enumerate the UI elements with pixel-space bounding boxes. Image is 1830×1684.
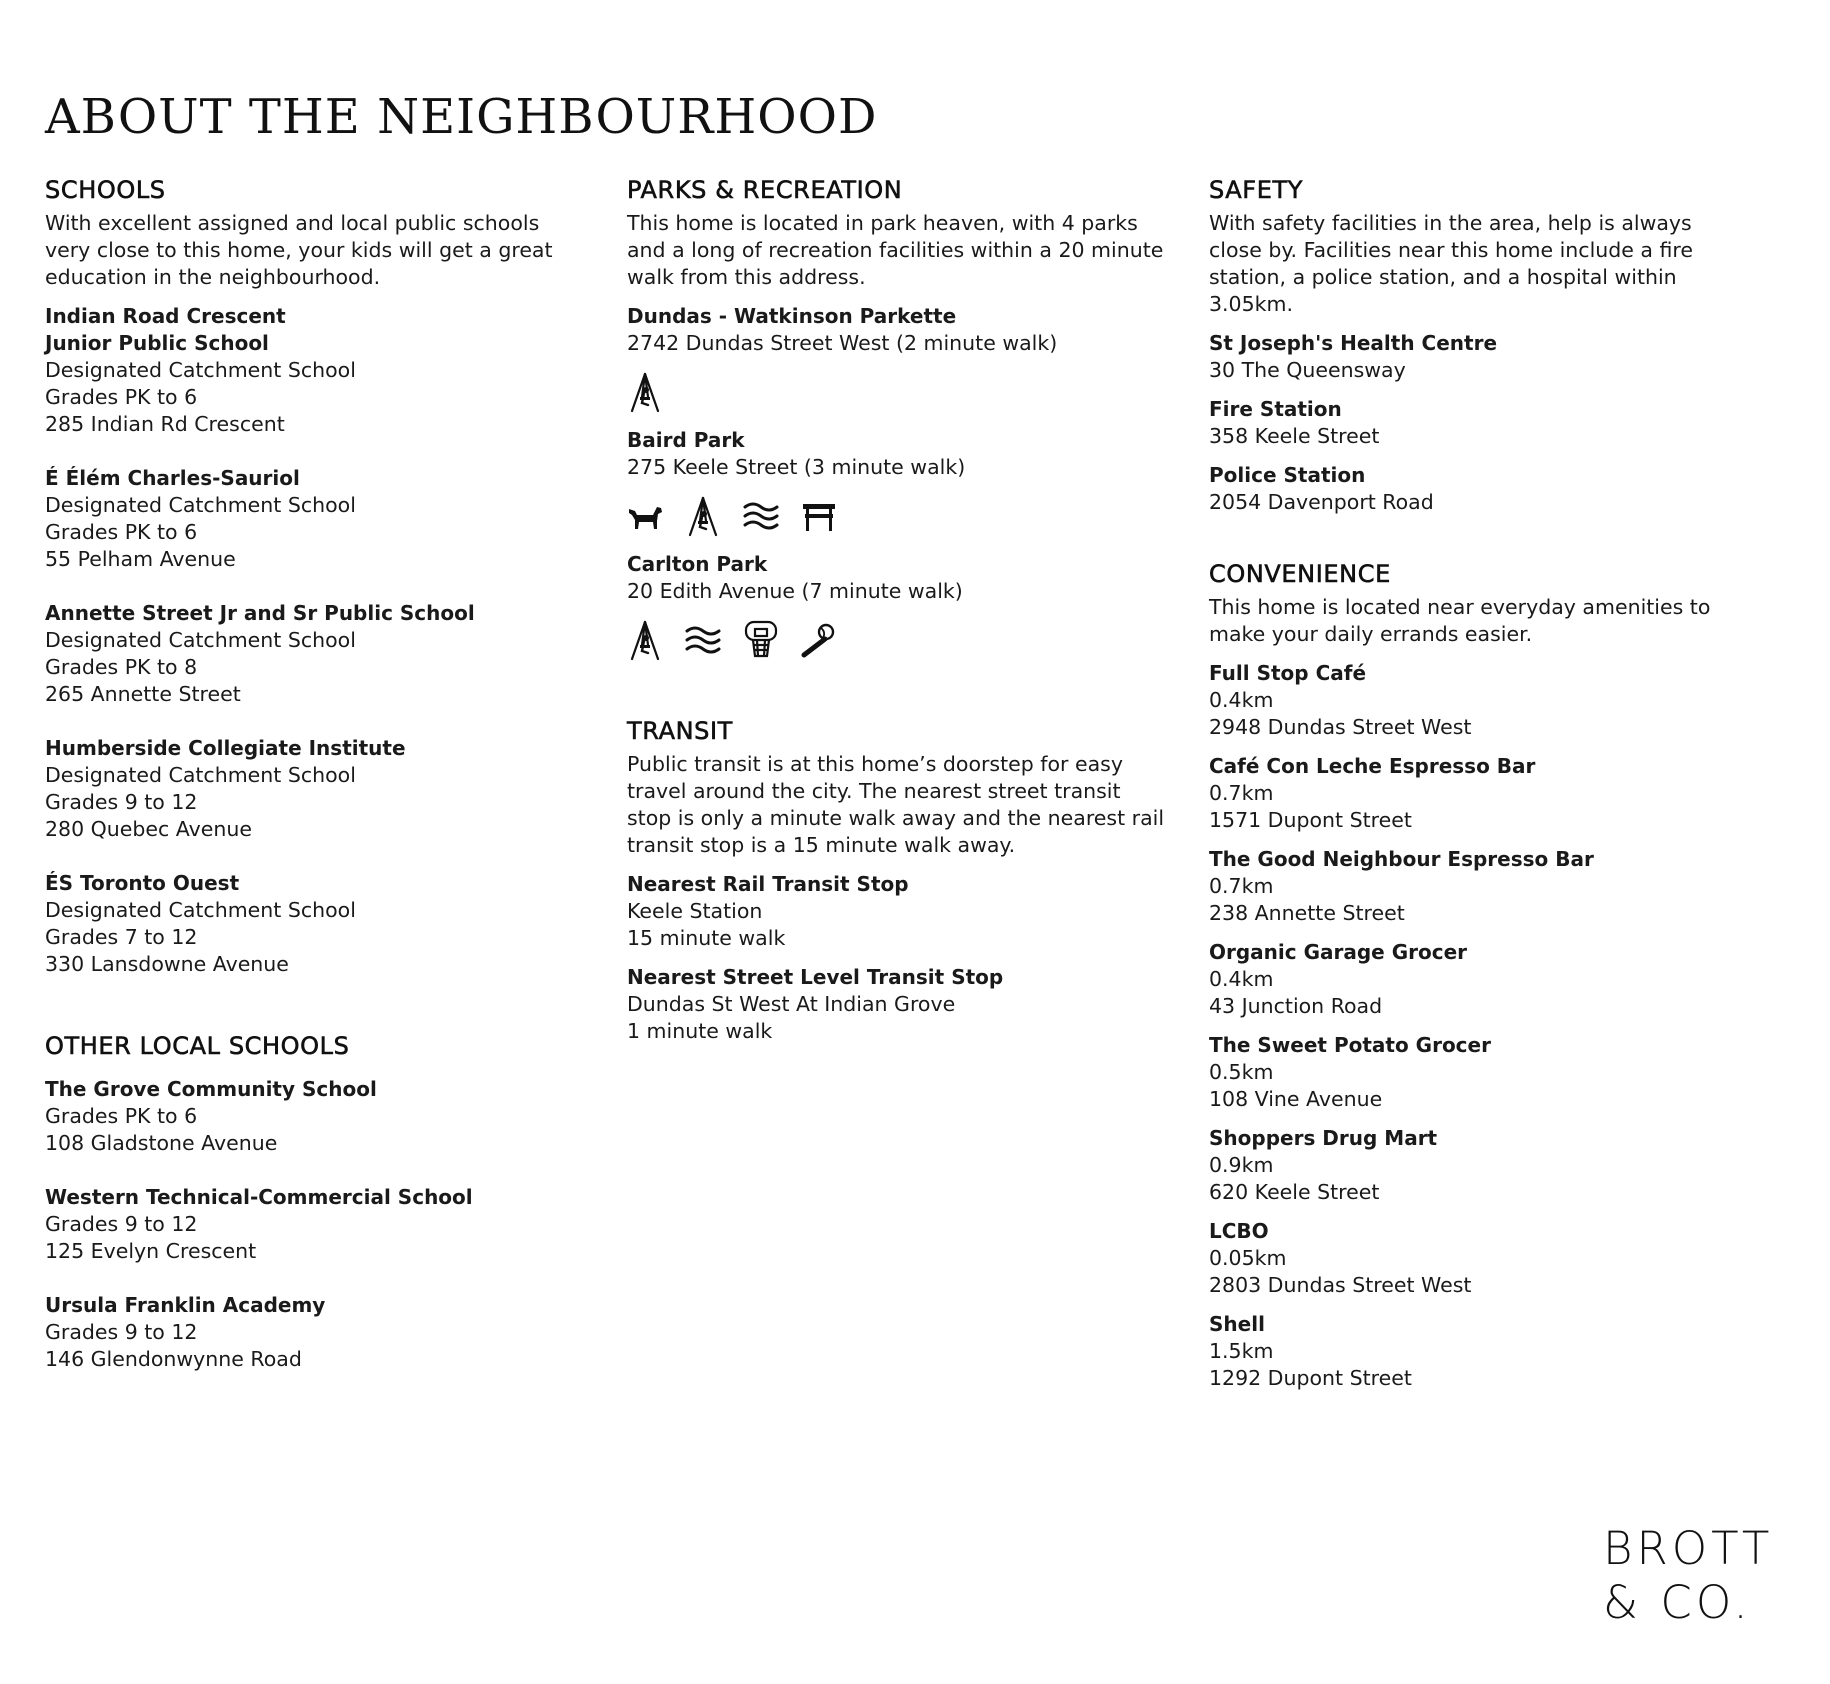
convenience-item [1209,846,1749,927]
convenience-item [1209,660,1749,741]
park-item [627,551,1167,663]
park-item [627,427,1167,539]
school-grades: Grades PK to 8 [45,655,198,679]
school-address: 265 Annette Street [45,682,241,706]
column-schools [45,172,585,1373]
school-name: Indian Road Crescent [45,304,286,328]
school-address: 285 Indian Rd Crescent [45,412,285,436]
school-type: Designated Catchment School [45,358,356,382]
convenience-intro: This home is located near everyday amenities to make your daily errands easier. [1209,595,1711,646]
schools-section [45,172,585,978]
school-type: Designated Catchment School [45,898,356,922]
school-grades: Grades 9 to 12 [45,1212,198,1236]
convenience-item [1209,1311,1749,1392]
convenience-name: Shoppers Drug Mart [1209,1126,1438,1150]
school-address: 125 Evelyn Crescent [45,1239,257,1263]
convenience-address: 43 Junction Road [1209,994,1383,1018]
park-name: Carlton Park [627,552,768,576]
school-address: 330 Lansdowne Avenue [45,952,289,976]
splash-pad-icon [743,495,779,537]
convenience-item [1209,1032,1749,1113]
school-item [45,303,585,438]
parks-heading: PARKS & RECREATION [627,176,903,204]
convenience-address: 2948 Dundas Street West [1209,715,1472,739]
safety-address: 30 The Queensway [1209,358,1406,382]
transit-stop: Keele Station [627,899,763,923]
school-item [45,465,585,573]
parks-intro: This home is located in park heaven, with 4 parks and a long of recreation facilities within a 20 minute walk from this address. [627,211,1164,289]
safety-intro: With safety facilities in the area, help is always close by. Facilities near this home include a fire station, a police station, and a hospital within 3.05km. [1209,211,1693,316]
park-name: Baird Park [627,428,745,452]
transit-item [627,871,1167,952]
convenience-distance: 1.5km [1209,1339,1274,1363]
convenience-distance: 0.05km [1209,1246,1287,1270]
safety-name: Fire Station [1209,397,1342,421]
convenience-distance: 0.9km [1209,1153,1274,1177]
transit-intro: Public transit is at this home’s doorstep for easy travel around the city. The nearest street transit stop is only a minute walk away and the nearest rail transit stop is a 15 minute walk away. [627,752,1165,857]
school-grades: Grades 9 to 12 [45,790,198,814]
convenience-item [1209,753,1749,834]
convenience-distance: 0.4km [1209,688,1274,712]
safety-address: 358 Keele Street [1209,424,1380,448]
convenience-name: Shell [1209,1312,1265,1336]
safety-item [1209,330,1749,384]
logo-line-2: & CO. [1603,1576,1752,1629]
safety-name: Police Station [1209,463,1366,487]
convenience-address: 2803 Dundas Street West [1209,1273,1472,1297]
playground-icon [627,619,663,661]
convenience-address: 108 Vine Avenue [1209,1087,1383,1111]
picnic-table-icon [801,495,837,537]
convenience-distance: 0.4km [1209,967,1274,991]
safety-section [1209,172,1749,516]
logo-line-1: BROTT [1603,1522,1774,1575]
school-name: The Grove Community School [45,1077,377,1101]
park-item [627,303,1167,415]
school-item [45,735,585,843]
school-name: Annette Street Jr and Sr Public School [45,601,475,625]
park-amenity-icons [627,617,1167,663]
school-name: Ursula Franklin Academy [45,1293,326,1317]
safety-item [1209,396,1749,450]
park-address: 2742 Dundas Street West (2 minute walk) [627,331,1058,355]
school-grades: Grades 7 to 12 [45,925,198,949]
safety-heading: SAFETY [1209,176,1303,204]
park-address: 275 Keele Street (3 minute walk) [627,455,966,479]
school-address: 55 Pelham Avenue [45,547,236,571]
playground-icon [685,495,721,537]
school-name-cont: Junior Public School [45,331,269,355]
page-title: ABOUT THE NEIGHBOURHOOD [45,89,878,145]
convenience-distance: 0.5km [1209,1060,1274,1084]
transit-walk: 1 minute walk [627,1019,773,1043]
convenience-name: Organic Garage Grocer [1209,940,1468,964]
convenience-name: Full Stop Café [1209,661,1367,685]
column-parks-transit [627,172,1167,1045]
school-type: Designated Catchment School [45,628,356,652]
transit-walk: 15 minute walk [627,926,786,950]
park-amenity-icons [627,369,1167,415]
column-safety-convenience [1209,172,1749,1392]
other-schools-section [45,1028,585,1373]
convenience-address: 1571 Dupont Street [1209,808,1412,832]
school-grades: Grades PK to 6 [45,1104,198,1128]
splash-pad-icon [685,619,721,661]
school-grades: Grades PK to 6 [45,520,198,544]
parks-section [627,172,1167,663]
brand-logo [1603,1522,1773,1630]
school-name: Humberside Collegiate Institute [45,736,406,760]
convenience-item [1209,1125,1749,1206]
park-amenity-icons [627,493,1167,539]
dog-park-icon [627,495,663,537]
school-name: É Élém Charles-Sauriol [45,466,300,490]
transit-name: Nearest Street Level Transit Stop [627,965,1004,989]
school-grades: Grades 9 to 12 [45,1320,198,1344]
basketball-icon [743,619,779,661]
transit-stop: Dundas St West At Indian Grove [627,992,956,1016]
playground-icon [627,371,663,413]
school-item [45,1184,585,1265]
convenience-name: Café Con Leche Espresso Bar [1209,754,1536,778]
schools-heading: SCHOOLS [45,176,166,204]
school-item [45,1076,585,1157]
safety-item [1209,462,1749,516]
transit-section [627,713,1167,1045]
convenience-address: 238 Annette Street [1209,901,1405,925]
school-item [45,1292,585,1373]
baseball-icon [801,619,837,661]
other-schools-heading: OTHER LOCAL SCHOOLS [45,1032,350,1060]
convenience-name: The Sweet Potato Grocer [1209,1033,1491,1057]
school-item [45,870,585,978]
transit-item [627,964,1167,1045]
convenience-item [1209,939,1749,1020]
school-name: Western Technical-Commercial School [45,1185,473,1209]
school-address: 146 Glendonwynne Road [45,1347,302,1371]
convenience-item [1209,1218,1749,1299]
school-type: Designated Catchment School [45,763,356,787]
convenience-name: The Good Neighbour Espresso Bar [1209,847,1594,871]
school-address: 280 Quebec Avenue [45,817,252,841]
school-type: Designated Catchment School [45,493,356,517]
transit-heading: TRANSIT [627,717,733,745]
school-address: 108 Gladstone Avenue [45,1131,278,1155]
transit-name: Nearest Rail Transit Stop [627,872,909,896]
safety-name: St Joseph's Health Centre [1209,331,1498,355]
convenience-distance: 0.7km [1209,874,1274,898]
safety-address: 2054 Davenport Road [1209,490,1434,514]
park-address: 20 Edith Avenue (7 minute walk) [627,579,963,603]
convenience-address: 1292 Dupont Street [1209,1366,1412,1390]
convenience-distance: 0.7km [1209,781,1274,805]
park-name: Dundas - Watkinson Parkette [627,304,957,328]
school-item [45,600,585,708]
convenience-address: 620 Keele Street [1209,1180,1380,1204]
convenience-section [1209,556,1749,1392]
schools-intro: With excellent assigned and local public schools very close to this home, your kids will get a great education in the neighbourhood. [45,211,553,289]
convenience-name: LCBO [1209,1219,1269,1243]
school-name: ÉS Toronto Ouest [45,871,240,895]
convenience-heading: CONVENIENCE [1209,560,1391,588]
school-grades: Grades PK to 6 [45,385,198,409]
